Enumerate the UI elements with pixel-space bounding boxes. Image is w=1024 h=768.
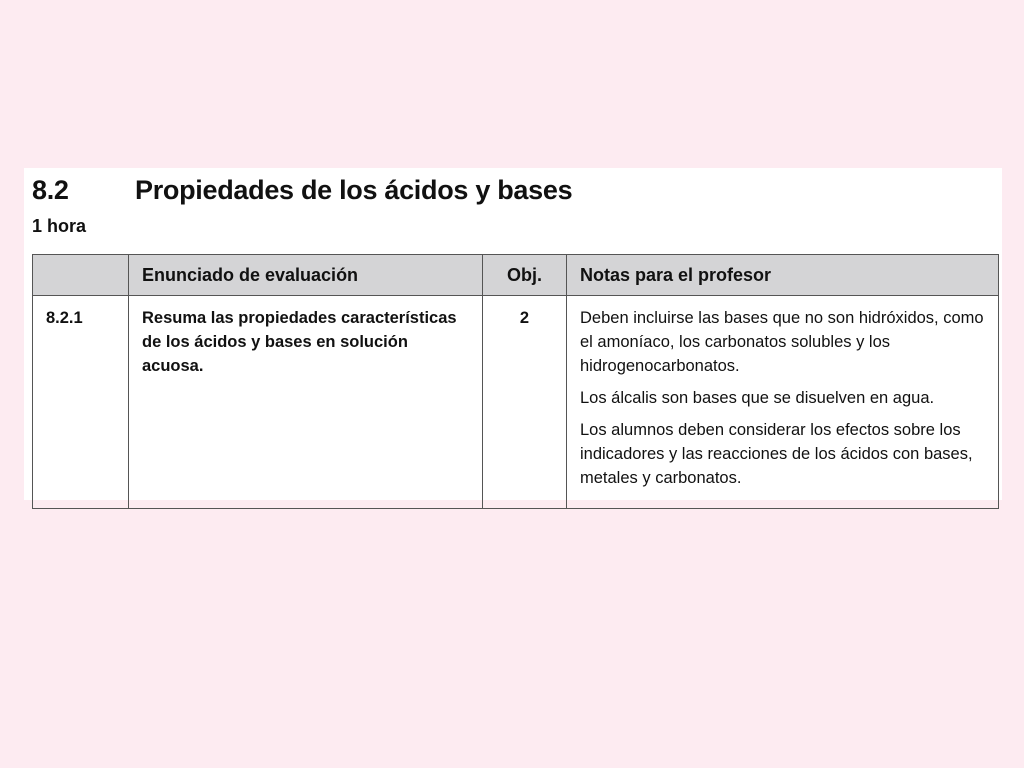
header-notes: Notas para el profesor (567, 255, 999, 296)
header-code (33, 255, 129, 296)
note-paragraph: Los álcalis son bases que se disuelven en agua. (580, 389, 935, 407)
section-heading (32, 172, 572, 208)
document-page (24, 168, 1002, 500)
section-number: 8.2 (32, 174, 69, 205)
section-title: Propiedades de los ácidos y bases (135, 174, 573, 205)
note-paragraph: Los alumnos deben considerar los efectos sobre los indicadores y las reacciones de los ácidos con bases, metales y carbonatos. (580, 421, 973, 487)
table-header-row (33, 255, 999, 296)
row-code: 8.2.1 (33, 296, 129, 509)
header-objective: Obj. (483, 255, 567, 296)
assessment-table (32, 254, 999, 509)
header-statement: Enunciado de evaluación (129, 255, 483, 296)
row-objective: 2 (483, 296, 567, 509)
section-duration: 1 hora (32, 216, 87, 236)
row-notes (567, 296, 999, 509)
note-paragraph: Deben incluirse las bases que no son hidróxidos, como el amoníaco, los carbonatos solubles y los hidrogenocarbonatos. (580, 309, 984, 375)
row-statement: Resuma las propiedades características de los ácidos y bases en solución acuosa. (129, 296, 483, 509)
table-row (33, 296, 999, 509)
